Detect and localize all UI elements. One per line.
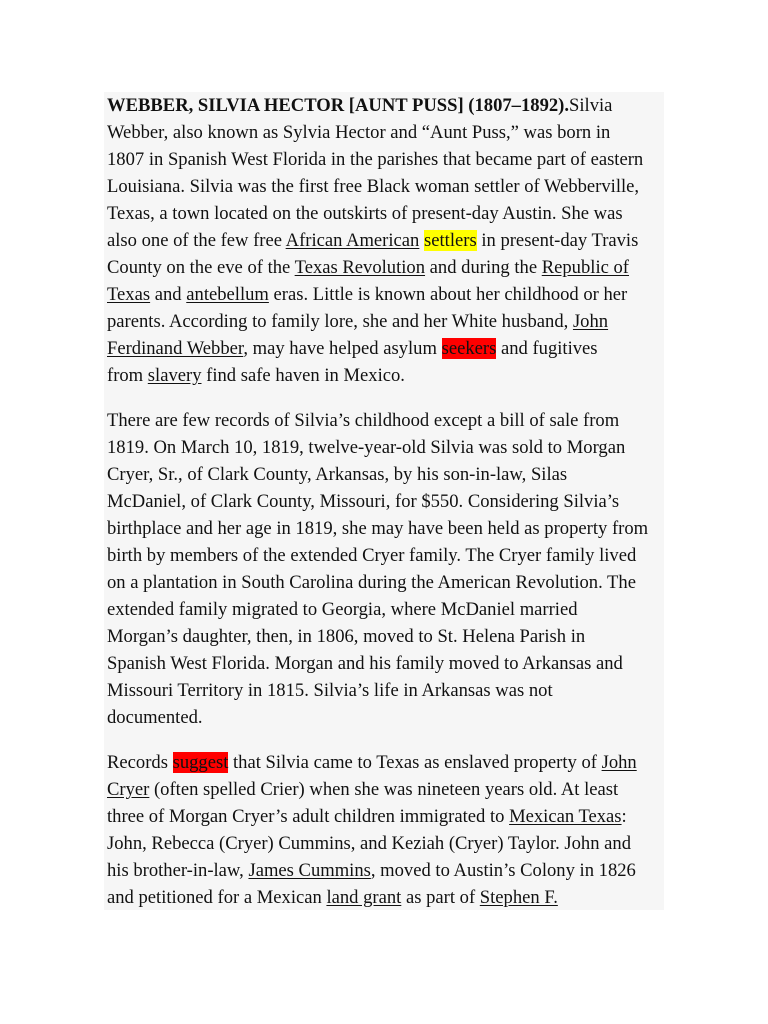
text-run: , moved to Austin’s Colony in 1826 [370, 860, 636, 881]
link-stephen-f-austin[interactable]: Stephen F. [479, 887, 558, 908]
text-run: and during the [425, 257, 542, 278]
line: documented. [107, 707, 203, 728]
link-antebellum[interactable]: antebellum [186, 284, 269, 305]
line: Webber, also known as Sylvia Hector and “Aunt Puss,” was born in [107, 122, 611, 143]
link-john-ferdinand-webber-cont[interactable]: Ferdinand Webber [107, 338, 244, 359]
highlighted-word-settlers: settlers [424, 230, 477, 251]
paragraph-childhood [107, 407, 667, 731]
line [107, 803, 667, 830]
line: Texas, a town located on the outskirts of present-day Austin. She was [107, 203, 623, 224]
text-run: three of Morgan Cryer’s adult children immigrated to [107, 806, 510, 827]
text-run: : [621, 806, 627, 827]
text-run: (often spelled Crier) when she was nineteen years old. At least [149, 779, 619, 800]
text-run: and fugitives [496, 338, 598, 359]
text-run: as part of [401, 887, 480, 908]
text-run: from [107, 365, 148, 386]
text-run: Silvia [569, 95, 613, 116]
text-run: parents. According to family lore, she and her White husband, [107, 311, 573, 332]
text-run: and petitioned for a Mexican [107, 887, 327, 908]
link-texas-revolution[interactable]: Texas Revolution [294, 257, 426, 278]
highlighted-word-seekers: seekers [441, 338, 497, 359]
link-john-cryer-cont[interactable]: Cryer [107, 779, 150, 800]
text-run: County on the eve of the [107, 257, 295, 278]
link-republic-of-texas[interactable]: Republic of [541, 257, 630, 278]
line [107, 749, 667, 776]
line [107, 227, 667, 254]
link-mexican-texas[interactable]: Mexican Texas [509, 806, 622, 827]
link-slavery[interactable]: slavery [147, 365, 202, 386]
line [107, 857, 667, 884]
line: Louisiana. Silvia was the first free Black woman settler of Webberville, [107, 176, 640, 197]
line: Cryer, Sr., of Clark County, Arkansas, by his son-in-law, Silas [107, 464, 568, 485]
line: There are few records of Silvia’s childhood except a bill of sale from [107, 410, 620, 431]
link-republic-of-texas-cont[interactable]: Texas [107, 284, 151, 305]
line [107, 254, 667, 281]
text-run: that Silvia came to Texas as enslaved property of [228, 752, 602, 773]
line: 1819. On March 10, 1819, twelve-year-old Silvia was sold to Morgan [107, 437, 626, 458]
text-run: Records [107, 752, 173, 773]
line [107, 92, 667, 119]
line [107, 776, 667, 803]
link-john-ferdinand-webber[interactable]: John [572, 311, 609, 332]
line: Morgan’s daughter, then, in 1806, moved to St. Helena Parish in [107, 626, 586, 647]
line: birth by members of the extended Cryer family. The Cryer family lived [107, 545, 637, 566]
line: birthplace and her age in 1819, she may have been held as property from [107, 518, 649, 539]
line [107, 308, 667, 335]
highlighted-word-suggest: suggest [172, 752, 229, 773]
link-land-grant[interactable]: land grant [326, 887, 402, 908]
link-john-cryer[interactable]: John [601, 752, 637, 773]
line: Spanish West Florida. Morgan and his family moved to Arkansas and [107, 653, 623, 674]
text-run: find safe haven in Mexico. [201, 365, 405, 386]
article-heading: WEBBER, SILVIA HECTOR [AUNT PUSS] (1807–1892). [107, 95, 570, 116]
line: 1807 in Spanish West Florida in the parishes that became part of eastern [107, 149, 644, 170]
paragraph-intro [107, 92, 667, 389]
paragraph-texas-arrival [107, 749, 667, 911]
line [107, 281, 667, 308]
text-run: in present-day Travis [476, 230, 639, 251]
line [107, 362, 667, 389]
line: McDaniel, of Clark County, Missouri, for $550. Considering Silvia’s [107, 491, 620, 512]
line [107, 884, 667, 911]
link-james-cummins[interactable]: James Cummins [248, 860, 371, 881]
text-run: , may have helped asylum [243, 338, 442, 359]
line [107, 335, 667, 362]
line: extended family migrated to Georgia, where McDaniel married [107, 599, 578, 620]
line: on a plantation in South Carolina during the American Revolution. The [107, 572, 636, 593]
line: John, Rebecca (Cryer) Cummins, and Keziah (Cryer) Taylor. John and [107, 833, 632, 854]
article-panel [104, 92, 664, 910]
text-run: and [150, 284, 187, 305]
line: Missouri Territory in 1815. Silvia’s life in Arkansas was not [107, 680, 553, 701]
link-african-american[interactable]: African American [285, 230, 420, 251]
text-run: his brother-in-law, [107, 860, 249, 881]
text-run: eras. Little is known about her childhood or her [268, 284, 628, 305]
text-run: also one of the few free [107, 230, 286, 251]
